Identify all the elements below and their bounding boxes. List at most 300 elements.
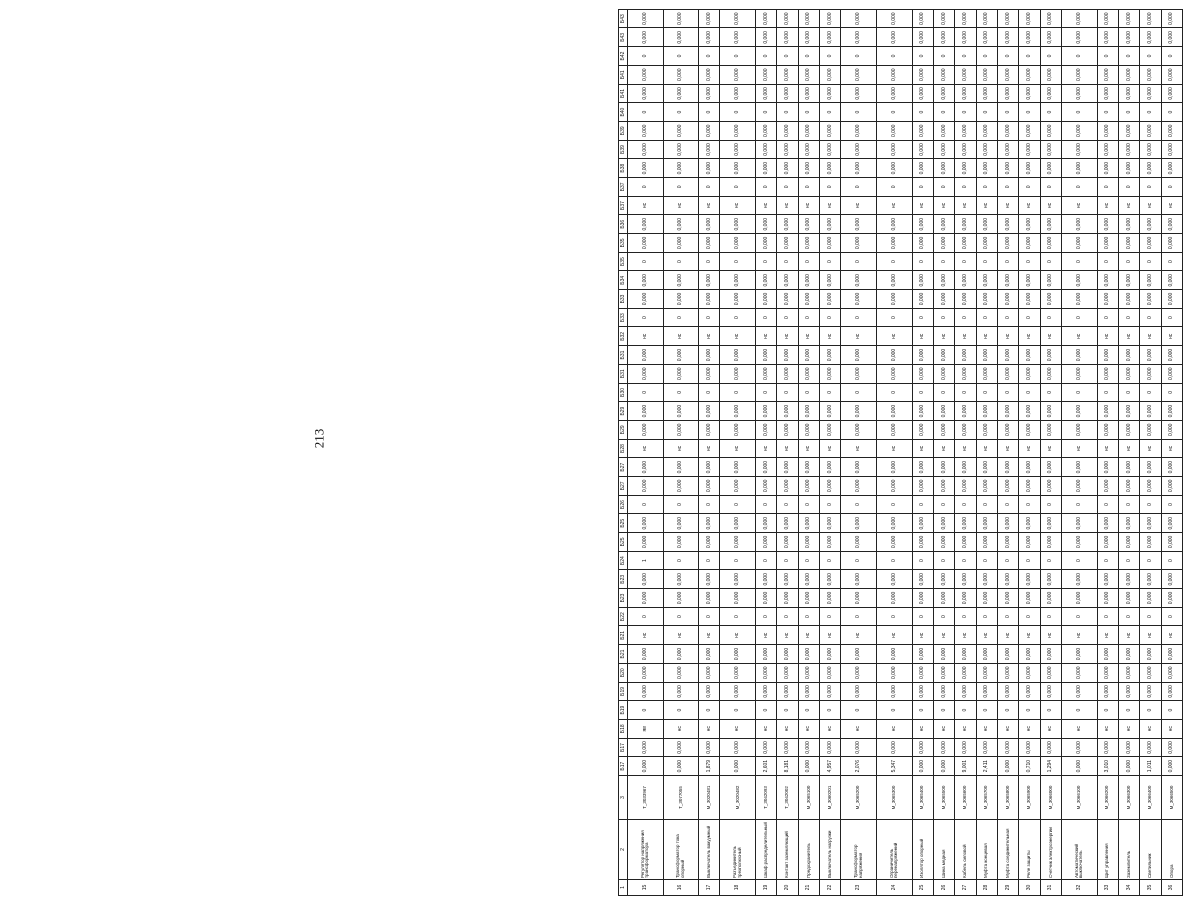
table-cell: 0	[997, 308, 1018, 327]
table-cell: 0,000	[798, 28, 819, 47]
table-cell: 0,000	[976, 645, 997, 664]
table-cell: 0	[841, 308, 877, 327]
table-cell: 0	[997, 178, 1018, 197]
table-cell: 0,000	[1061, 84, 1097, 103]
table-cell: 0,000	[798, 234, 819, 253]
table-cell: 0,000	[798, 477, 819, 496]
table-cell: 0,000	[841, 84, 877, 103]
header-cell: Б19	[619, 701, 628, 720]
table-cell: 0	[876, 252, 912, 271]
row-code: M_3065100	[798, 776, 819, 820]
table-cell: 0,000	[699, 121, 720, 140]
table-cell: нс	[820, 439, 841, 458]
table-cell: нс	[997, 196, 1018, 215]
rotated-table-sheet	[618, 11, 1183, 896]
row-equipment-name: Контакт заземляющий	[777, 820, 798, 880]
table-cell: нс	[1097, 439, 1118, 458]
table-cell: 0,000	[841, 570, 877, 589]
table-cell: нс	[955, 719, 976, 738]
table-cell: 0	[1140, 551, 1161, 570]
table-cell: 0,000	[699, 738, 720, 757]
table-cell: нс	[756, 719, 777, 738]
table-cell: 0,000	[1097, 364, 1118, 383]
table-cell: 0,000	[820, 589, 841, 608]
table-cell: 0,000	[997, 570, 1018, 589]
table-cell: 0,000	[1118, 477, 1139, 496]
table-cell: 0	[820, 47, 841, 66]
table-cell: 0,000	[1019, 28, 1040, 47]
table-cell: 0,000	[876, 477, 912, 496]
table-cell: 0,000	[1097, 121, 1118, 140]
table-row	[997, 9, 1018, 895]
table-cell: 0,000	[1040, 477, 1061, 496]
table-cell: 0,000	[798, 533, 819, 552]
table-cell: 0,000	[997, 346, 1018, 365]
table-cell: 0,000	[1040, 84, 1061, 103]
table-cell: нс	[997, 327, 1018, 346]
table-cell: 0	[1040, 47, 1061, 66]
table-cell: 0	[720, 178, 756, 197]
table-cell: 0	[1118, 607, 1139, 626]
table-cell: 0,000	[720, 757, 756, 776]
header-cell: Б41	[619, 65, 628, 84]
table-cell: 0,000	[997, 65, 1018, 84]
table-cell: 0,000	[663, 290, 699, 309]
table-cell: нс	[1118, 327, 1139, 346]
table-row	[976, 9, 997, 895]
table-cell: нс	[876, 196, 912, 215]
table-cell: 0,000	[1161, 140, 1182, 159]
table-cell: 0,000	[976, 234, 997, 253]
table-cell: 0,000	[1019, 420, 1040, 439]
table-cell: 0,000	[912, 140, 933, 159]
table-cell: 0,000	[756, 271, 777, 290]
table-cell: 0	[1097, 551, 1118, 570]
row-number: 27	[955, 880, 976, 896]
table-cell: нс	[756, 439, 777, 458]
table-cell: 0	[663, 103, 699, 122]
table-cell: 0,000	[1061, 570, 1097, 589]
table-cell: 0	[1097, 178, 1118, 197]
table-cell: 0,000	[1161, 215, 1182, 234]
table-cell: 0,000	[798, 757, 819, 776]
table-cell: 0	[876, 607, 912, 626]
table-cell: 1	[628, 551, 664, 570]
table-cell: 0,000	[663, 645, 699, 664]
table-cell: 0,000	[876, 682, 912, 701]
table-cell: 0	[841, 551, 877, 570]
table-cell: 0	[933, 701, 954, 720]
table-cell: 0	[933, 607, 954, 626]
table-cell: 0,000	[912, 402, 933, 421]
table-cell: 0,000	[756, 645, 777, 664]
table-cell: 0,000	[756, 28, 777, 47]
row-number: 33	[1097, 880, 1118, 896]
table-cell: 0,000	[1161, 533, 1182, 552]
table-cell: 0,000	[1140, 663, 1161, 682]
table-cell: 0	[1040, 178, 1061, 197]
table-cell: 0,000	[1097, 663, 1118, 682]
table-cell: 0	[663, 607, 699, 626]
table-cell: 0,000	[1040, 346, 1061, 365]
table-cell: нс	[841, 719, 877, 738]
table-cell: 0,000	[798, 514, 819, 533]
table-cell: 0,000	[756, 215, 777, 234]
table-cell: 0,000	[628, 28, 664, 47]
table-cell: 0	[912, 308, 933, 327]
table-cell: 0,000	[820, 346, 841, 365]
table-cell: 0,000	[976, 65, 997, 84]
table-cell: нс	[876, 327, 912, 346]
table-cell: 0,000	[876, 234, 912, 253]
table-cell: нс	[997, 719, 1018, 738]
table-cell: 0,000	[912, 738, 933, 757]
table-cell: 0,000	[1161, 84, 1182, 103]
table-cell: 0,000	[820, 663, 841, 682]
table-cell: нс	[1161, 327, 1182, 346]
table-cell: 0,000	[756, 121, 777, 140]
table-cell: 0	[1061, 178, 1097, 197]
table-cell: 0,000	[756, 84, 777, 103]
table-cell: 0,000	[997, 738, 1018, 757]
table-cell: 0	[798, 551, 819, 570]
table-cell: нс	[1040, 719, 1061, 738]
table-cell: 0,000	[1097, 9, 1118, 28]
header-cell: Б25	[619, 514, 628, 533]
table-cell: нс	[663, 719, 699, 738]
table-cell: нс	[756, 327, 777, 346]
table-cell: нс	[1097, 626, 1118, 645]
table-cell: нс	[628, 626, 664, 645]
table-cell: 0	[628, 308, 664, 327]
table-cell: нс	[777, 327, 798, 346]
table-cell: 0,000	[912, 589, 933, 608]
table-cell: 0,000	[933, 738, 954, 757]
table-cell: 0,000	[1140, 84, 1161, 103]
table-cell: 0,000	[933, 159, 954, 178]
table-cell: 0,000	[1140, 65, 1161, 84]
table-cell: 0	[1118, 252, 1139, 271]
table-cell: 0,000	[1040, 121, 1061, 140]
table-cell: 0,000	[841, 514, 877, 533]
table-cell: 0,000	[1097, 290, 1118, 309]
table-cell: 0,000	[1061, 420, 1097, 439]
table-cell: 0,000	[1161, 514, 1182, 533]
table-cell: 0,000	[1040, 234, 1061, 253]
table-cell: 0	[997, 383, 1018, 402]
table-cell: 0,000	[756, 420, 777, 439]
row-number: 21	[798, 880, 819, 896]
table-cell: нс	[876, 626, 912, 645]
table-cell: 0,000	[756, 9, 777, 28]
table-cell: 0,000	[798, 458, 819, 477]
row-equipment-name: Трансформатор тока опорный	[663, 820, 699, 880]
row-code: T_3042002	[777, 776, 798, 820]
table-cell: 0,000	[628, 364, 664, 383]
table-cell: 0	[720, 308, 756, 327]
table-cell: 0,000	[912, 159, 933, 178]
table-cell: 0	[777, 607, 798, 626]
data-table	[618, 9, 1183, 896]
table-cell: 0,000	[1061, 757, 1097, 776]
table-cell: 0,000	[798, 346, 819, 365]
table-cell: 0,000	[1019, 364, 1040, 383]
table-cell: 0	[756, 607, 777, 626]
table-cell: 0	[876, 701, 912, 720]
table-cell: 0,000	[976, 738, 997, 757]
table-cell: 0	[820, 103, 841, 122]
table-cell: 0,000	[976, 589, 997, 608]
table-cell: 0	[777, 495, 798, 514]
table-cell: 0,000	[756, 364, 777, 383]
table-cell: 0	[1019, 308, 1040, 327]
table-cell: 0,000	[955, 346, 976, 365]
table-cell: нс	[663, 196, 699, 215]
table-cell: 0,000	[876, 65, 912, 84]
table-cell: 0,000	[777, 121, 798, 140]
table-cell: нс	[1118, 439, 1139, 458]
table-cell: 0,000	[912, 364, 933, 383]
table-cell: 0,000	[1097, 533, 1118, 552]
table-cell: 0,000	[955, 271, 976, 290]
table-cell: 0,000	[912, 65, 933, 84]
table-cell: 0	[720, 551, 756, 570]
table-cell: нс	[1118, 626, 1139, 645]
table-cell: 0,000	[912, 682, 933, 701]
table-cell: 0,000	[777, 65, 798, 84]
row-number: 19	[756, 880, 777, 896]
table-cell: 0,000	[777, 271, 798, 290]
table-cell: 0,000	[841, 121, 877, 140]
table-cell: 0,000	[777, 346, 798, 365]
table-cell: 0,000	[912, 121, 933, 140]
table-cell: 0,000	[720, 28, 756, 47]
table-cell: 0,000	[663, 159, 699, 178]
table-cell: 0,000	[976, 682, 997, 701]
table-cell: 0,000	[1118, 458, 1139, 477]
table-cell: 0,000	[1061, 477, 1097, 496]
table-cell: 0,000	[976, 215, 997, 234]
table-cell: нс	[720, 439, 756, 458]
table-cell: 0,000	[841, 402, 877, 421]
table-cell: 0	[841, 607, 877, 626]
table-cell: 0,000	[1097, 140, 1118, 159]
table-cell: 0,000	[933, 234, 954, 253]
table-cell: 0,000	[1140, 738, 1161, 757]
table-row	[876, 9, 912, 895]
table-cell: 0,000	[720, 9, 756, 28]
table-cell: 0	[876, 551, 912, 570]
header-cell: Б33	[619, 308, 628, 327]
table-cell: 0	[955, 701, 976, 720]
table-cell: 0	[841, 252, 877, 271]
table-cell: 0	[1019, 551, 1040, 570]
header-cell: Б37	[619, 196, 628, 215]
table-cell: 0,000	[1161, 458, 1182, 477]
header-cell: Б39	[619, 121, 628, 140]
table-cell: 0,000	[933, 140, 954, 159]
table-cell: 0,000	[1040, 28, 1061, 47]
table-cell: 0,000	[1019, 477, 1040, 496]
table-cell: 0	[1061, 551, 1097, 570]
table-cell: 0	[976, 701, 997, 720]
table-cell: 0,000	[912, 290, 933, 309]
table-cell: 0,000	[841, 477, 877, 496]
table-cell: 0,000	[997, 290, 1018, 309]
table-cell: 0,000	[777, 215, 798, 234]
table-cell: 0,000	[1161, 121, 1182, 140]
table-cell: 0,000	[976, 346, 997, 365]
table-cell: 0,000	[1118, 663, 1139, 682]
table-cell: 0,000	[933, 514, 954, 533]
table-cell: нс	[1140, 327, 1161, 346]
table-cell: 0,000	[663, 271, 699, 290]
table-cell: нс	[955, 626, 976, 645]
header-cell: Б29	[619, 402, 628, 421]
table-cell: 0	[1161, 701, 1182, 720]
row-number: 26	[933, 880, 954, 896]
table-cell: нс	[720, 719, 756, 738]
table-cell: 0	[798, 178, 819, 197]
table-cell: 0	[841, 47, 877, 66]
table-cell: нс	[820, 196, 841, 215]
table-cell: 0,000	[720, 215, 756, 234]
table-cell: 0,000	[1161, 682, 1182, 701]
table-cell: 0,000	[1118, 28, 1139, 47]
table-cell: 0,000	[1040, 159, 1061, 178]
header-cell: 3	[619, 776, 628, 820]
table-cell: 0,000	[699, 570, 720, 589]
table-cell: 0,000	[756, 663, 777, 682]
row-equipment-name: Светильник	[1140, 820, 1161, 880]
table-cell: 0,000	[997, 234, 1018, 253]
table-cell: 0	[912, 252, 933, 271]
table-cell: 0	[1161, 308, 1182, 327]
table-cell: 0	[1061, 103, 1097, 122]
table-cell: 0,000	[841, 346, 877, 365]
table-cell: 0,000	[876, 645, 912, 664]
header-cell: Б24	[619, 551, 628, 570]
table-cell: 0,000	[699, 533, 720, 552]
table-cell: нс	[1019, 327, 1040, 346]
table-cell: 0,000	[912, 420, 933, 439]
table-cell: 0,000	[756, 738, 777, 757]
table-cell: нс	[663, 439, 699, 458]
table-cell: 0	[820, 701, 841, 720]
table-cell: нс	[1161, 439, 1182, 458]
table-cell: 0,000	[841, 645, 877, 664]
table-cell: 0,000	[756, 290, 777, 309]
row-code: T_3077055	[663, 776, 699, 820]
table-cell: 0	[1019, 252, 1040, 271]
table-cell: 0	[756, 701, 777, 720]
table-cell: нс	[1097, 327, 1118, 346]
table-cell: 0	[1019, 178, 1040, 197]
table-cell: 0,000	[699, 364, 720, 383]
table-cell: 0,000	[1140, 28, 1161, 47]
table-cell: 0	[1097, 308, 1118, 327]
table-cell: 0,000	[820, 682, 841, 701]
table-cell: 0	[720, 383, 756, 402]
table-cell: 0,000	[1040, 570, 1061, 589]
table-cell: 0,000	[663, 738, 699, 757]
table-cell: 0,000	[955, 458, 976, 477]
table-cell: 0,000	[820, 290, 841, 309]
table-cell: 0,000	[1140, 215, 1161, 234]
table-cell: 0,000	[720, 477, 756, 496]
table-cell: 0,000	[699, 346, 720, 365]
table-cell: 0	[628, 607, 664, 626]
table-cell: 0,000	[820, 84, 841, 103]
table-cell: 0,000	[1140, 589, 1161, 608]
table-cell: нс	[1097, 719, 1118, 738]
header-cell: Б21	[619, 626, 628, 645]
table-cell: нс	[876, 719, 912, 738]
table-cell: 0,000	[720, 65, 756, 84]
table-cell: 0,000	[841, 234, 877, 253]
table-cell: 0	[663, 701, 699, 720]
table-cell: 0,000	[933, 28, 954, 47]
table-cell: 0	[1161, 607, 1182, 626]
row-code: M_3020482	[720, 776, 756, 820]
table-cell: 0,000	[841, 738, 877, 757]
table-cell: 0,000	[912, 28, 933, 47]
table-cell: 0,000	[1118, 364, 1139, 383]
table-row	[841, 9, 877, 895]
table-cell: 0,000	[1118, 514, 1139, 533]
table-cell: 0,000	[663, 346, 699, 365]
page-number: 213	[311, 428, 327, 449]
table-cell: 0,000	[663, 458, 699, 477]
table-cell: 0	[777, 701, 798, 720]
table-cell: 0,000	[777, 364, 798, 383]
table-cell: 0	[663, 47, 699, 66]
table-cell: 0,000	[1019, 514, 1040, 533]
table-cell: 0,000	[628, 9, 664, 28]
table-cell: нс	[1040, 196, 1061, 215]
table-cell: нс	[976, 719, 997, 738]
table-cell: 0	[1019, 47, 1040, 66]
table-cell: 0	[1040, 103, 1061, 122]
table-cell: 0,000	[976, 420, 997, 439]
table-cell: 0,000	[876, 271, 912, 290]
table-row	[955, 9, 976, 895]
table-cell: 0,000	[720, 533, 756, 552]
table-cell: 0,000	[1019, 645, 1040, 664]
table-cell: 0,000	[756, 159, 777, 178]
table-cell: 0,000	[1061, 159, 1097, 178]
row-code: M_3066500	[1161, 776, 1182, 820]
row-equipment-name: Счетчик электроэнергии	[1040, 820, 1061, 880]
table-cell: 0,000	[628, 663, 664, 682]
table-cell: 0,000	[663, 215, 699, 234]
table-cell: 0,000	[1061, 402, 1097, 421]
table-cell: 0,000	[1140, 402, 1161, 421]
table-cell: 0,000	[628, 757, 664, 776]
table-cell: 0,000	[1118, 271, 1139, 290]
table-cell: 0,000	[1140, 682, 1161, 701]
row-code: M_3066200	[1097, 776, 1118, 820]
row-code: M_3066000	[1040, 776, 1061, 820]
table-cell: 0,000	[1061, 271, 1097, 290]
table-cell: нс	[777, 439, 798, 458]
table-cell: 0,000	[997, 140, 1018, 159]
header-cell: Б29	[619, 420, 628, 439]
table-cell: 0,000	[933, 682, 954, 701]
table-cell: 0,000	[1161, 234, 1182, 253]
table-cell: 0,000	[820, 364, 841, 383]
table-cell: нс	[955, 439, 976, 458]
